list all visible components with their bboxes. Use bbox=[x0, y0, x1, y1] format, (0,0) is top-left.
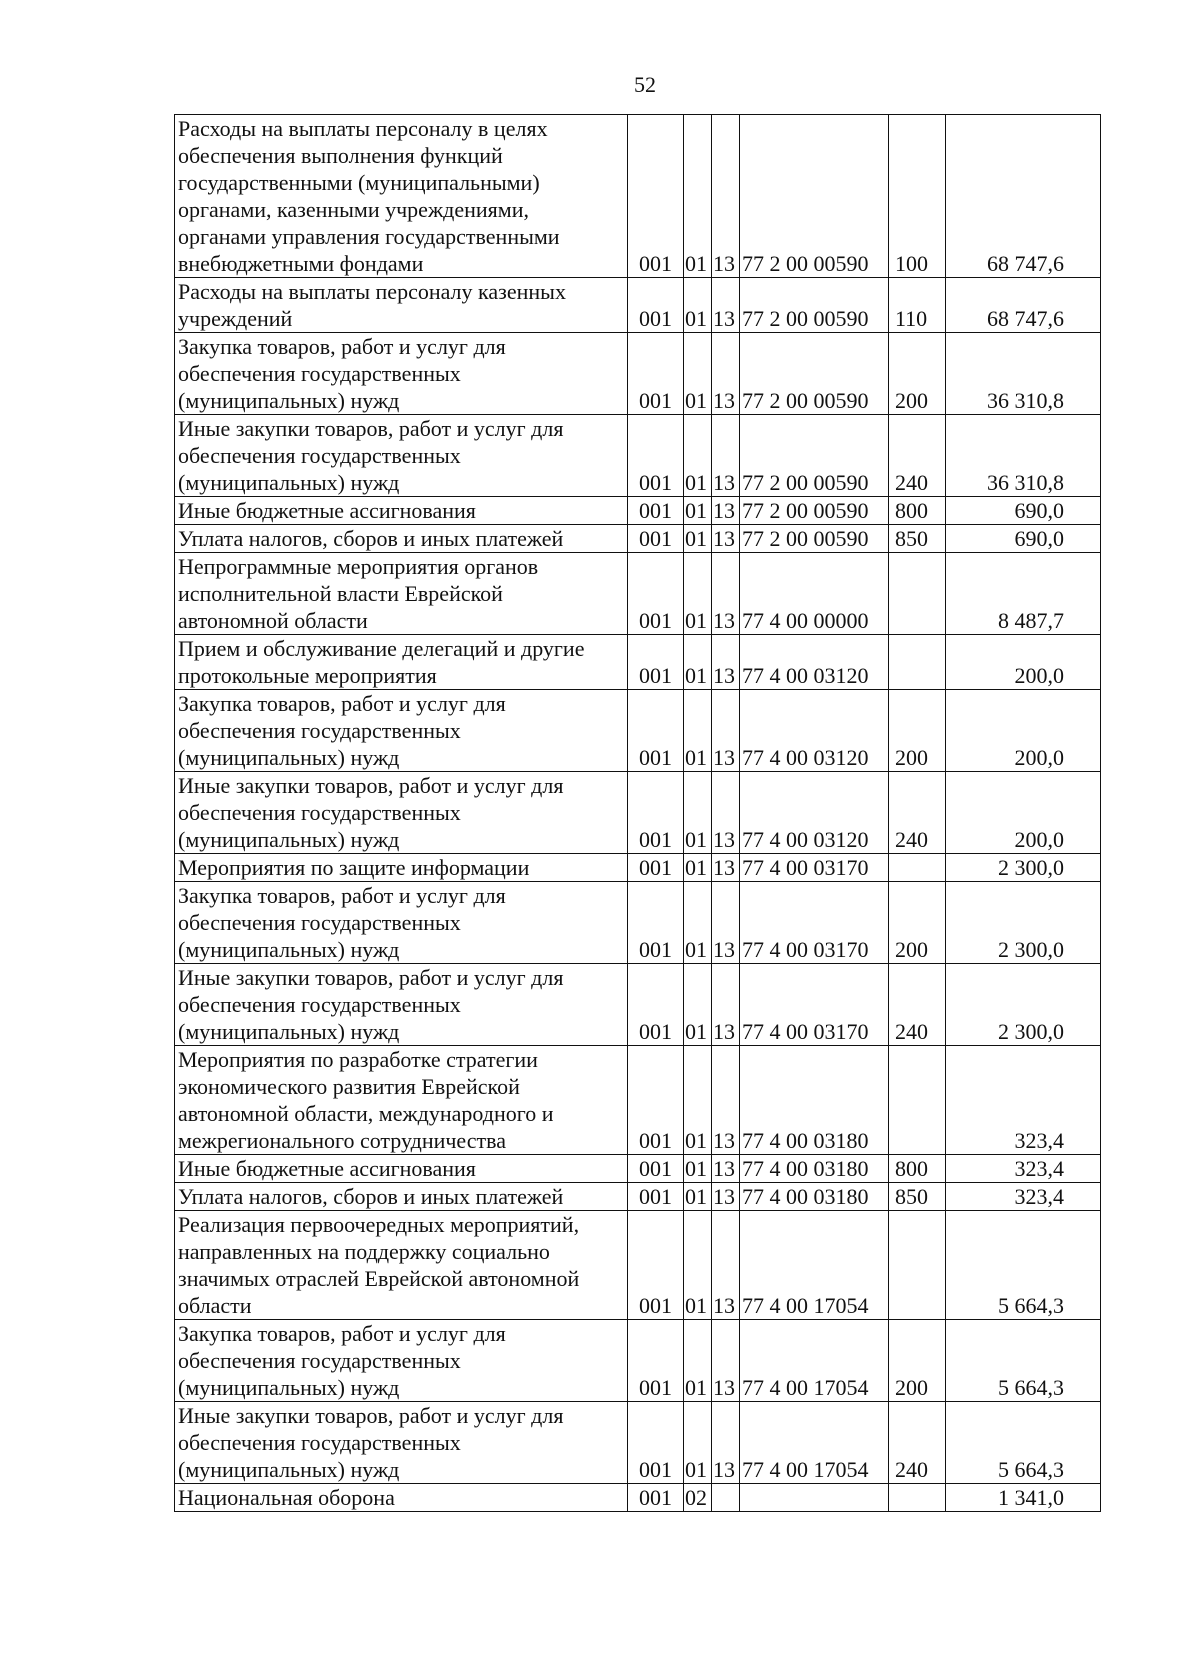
rz-code-cell: 01 bbox=[684, 1320, 712, 1402]
gr-code-cell: 001 bbox=[628, 1155, 684, 1183]
table-row bbox=[175, 690, 1101, 772]
pr-code-cell: 13 bbox=[712, 553, 740, 635]
rz-code-cell: 01 bbox=[684, 635, 712, 690]
vr-code-cell: 110 bbox=[889, 278, 946, 333]
rz-code-cell: 01 bbox=[684, 497, 712, 525]
rz-code-cell: 01 bbox=[684, 1183, 712, 1211]
gr-code-cell: 001 bbox=[628, 635, 684, 690]
pr-code-cell: 13 bbox=[712, 278, 740, 333]
pr-code-cell: 13 bbox=[712, 525, 740, 553]
pr-code-cell: 13 bbox=[712, 1211, 740, 1320]
gr-code-cell: 001 bbox=[628, 1211, 684, 1320]
vr-code-cell: 240 bbox=[889, 415, 946, 497]
table-row bbox=[175, 553, 1101, 635]
expense-name-cell: Расходы на выплаты персоналу в целях обеспечения выполнения функций государственными (муниципальными) органами, казенными учреждениями, органами управления государственными внебюджетными фондами bbox=[175, 115, 628, 278]
csr-code-cell: 77 4 00 03180 bbox=[740, 1046, 889, 1155]
expense-name-cell: Иные закупки товаров, работ и услуг для обеспечения государственных (муниципальных) нужд bbox=[175, 415, 628, 497]
expense-name-cell: Закупка товаров, работ и услуг для обеспечения государственных (муниципальных) нужд bbox=[175, 690, 628, 772]
csr-code-cell bbox=[740, 1484, 889, 1512]
amount-cell: 36 310,8 bbox=[946, 333, 1101, 415]
expense-name-cell: Уплата налогов, сборов и иных платежей bbox=[175, 1183, 628, 1211]
table-row bbox=[175, 115, 1101, 278]
amount-cell: 2 300,0 bbox=[946, 964, 1101, 1046]
csr-code-cell: 77 4 00 17054 bbox=[740, 1402, 889, 1484]
table-row bbox=[175, 1046, 1101, 1155]
pr-code-cell: 13 bbox=[712, 882, 740, 964]
amount-cell: 323,4 bbox=[946, 1046, 1101, 1155]
gr-code-cell: 001 bbox=[628, 854, 684, 882]
csr-code-cell: 77 2 00 00590 bbox=[740, 278, 889, 333]
csr-code-cell: 77 2 00 00590 bbox=[740, 415, 889, 497]
amount-cell: 323,4 bbox=[946, 1183, 1101, 1211]
table-row bbox=[175, 635, 1101, 690]
gr-code-cell: 001 bbox=[628, 1320, 684, 1402]
table-row bbox=[175, 964, 1101, 1046]
vr-code-cell bbox=[889, 1211, 946, 1320]
table-row bbox=[175, 854, 1101, 882]
gr-code-cell: 001 bbox=[628, 333, 684, 415]
expense-name-cell: Иные бюджетные ассигнования bbox=[175, 1155, 628, 1183]
gr-code-cell: 001 bbox=[628, 553, 684, 635]
vr-code-cell: 240 bbox=[889, 1402, 946, 1484]
pr-code-cell: 13 bbox=[712, 690, 740, 772]
vr-code-cell: 200 bbox=[889, 333, 946, 415]
amount-cell: 1 341,0 bbox=[946, 1484, 1101, 1512]
pr-code-cell: 13 bbox=[712, 1155, 740, 1183]
expense-name-cell: Национальная оборона bbox=[175, 1484, 628, 1512]
pr-code-cell: 13 bbox=[712, 964, 740, 1046]
vr-code-cell: 240 bbox=[889, 964, 946, 1046]
csr-code-cell: 77 4 00 03180 bbox=[740, 1155, 889, 1183]
expense-name-cell: Мероприятия по разработке стратегии экономического развития Еврейской автономной области, международного и межрегионального сотрудничества bbox=[175, 1046, 628, 1155]
pr-code-cell: 13 bbox=[712, 772, 740, 854]
expense-name-cell: Уплата налогов, сборов и иных платежей bbox=[175, 525, 628, 553]
amount-cell: 200,0 bbox=[946, 635, 1101, 690]
pr-code-cell: 13 bbox=[712, 635, 740, 690]
expense-name-cell: Прием и обслуживание делегаций и другие протокольные мероприятия bbox=[175, 635, 628, 690]
table-row bbox=[175, 278, 1101, 333]
csr-code-cell: 77 4 00 00000 bbox=[740, 553, 889, 635]
csr-code-cell: 77 4 00 03170 bbox=[740, 964, 889, 1046]
rz-code-cell: 01 bbox=[684, 1155, 712, 1183]
vr-code-cell bbox=[889, 553, 946, 635]
rz-code-cell: 01 bbox=[684, 1402, 712, 1484]
gr-code-cell: 001 bbox=[628, 964, 684, 1046]
vr-code-cell bbox=[889, 635, 946, 690]
expense-name-cell: Иные закупки товаров, работ и услуг для обеспечения государственных (муниципальных) нужд bbox=[175, 772, 628, 854]
pr-code-cell: 13 bbox=[712, 1320, 740, 1402]
csr-code-cell: 77 2 00 00590 bbox=[740, 115, 889, 278]
rz-code-cell: 01 bbox=[684, 415, 712, 497]
expense-name-cell: Иные закупки товаров, работ и услуг для обеспечения государственных (муниципальных) нужд bbox=[175, 964, 628, 1046]
table-row bbox=[175, 333, 1101, 415]
csr-code-cell: 77 4 00 17054 bbox=[740, 1211, 889, 1320]
gr-code-cell: 001 bbox=[628, 415, 684, 497]
amount-cell: 5 664,3 bbox=[946, 1402, 1101, 1484]
expense-name-cell: Иные закупки товаров, работ и услуг для обеспечения государственных (муниципальных) нужд bbox=[175, 1402, 628, 1484]
pr-code-cell: 13 bbox=[712, 1046, 740, 1155]
gr-code-cell: 001 bbox=[628, 115, 684, 278]
rz-code-cell: 01 bbox=[684, 1046, 712, 1155]
amount-cell: 690,0 bbox=[946, 525, 1101, 553]
page-number: 52 bbox=[634, 72, 656, 97]
gr-code-cell: 001 bbox=[628, 690, 684, 772]
table-row bbox=[175, 1320, 1101, 1402]
pr-code-cell: 13 bbox=[712, 115, 740, 278]
amount-cell: 2 300,0 bbox=[946, 854, 1101, 882]
gr-code-cell: 001 bbox=[628, 882, 684, 964]
rz-code-cell: 01 bbox=[684, 964, 712, 1046]
table-row bbox=[175, 525, 1101, 553]
vr-code-cell: 800 bbox=[889, 497, 946, 525]
amount-cell: 323,4 bbox=[946, 1155, 1101, 1183]
gr-code-cell: 001 bbox=[628, 1183, 684, 1211]
rz-code-cell: 01 bbox=[684, 1211, 712, 1320]
csr-code-cell: 77 2 00 00590 bbox=[740, 497, 889, 525]
amount-cell: 5 664,3 bbox=[946, 1211, 1101, 1320]
amount-cell: 68 747,6 bbox=[946, 278, 1101, 333]
expense-name-cell: Реализация первоочередных мероприятий, направленных на поддержку социально значимых отраслей Еврейской автономной области bbox=[175, 1211, 628, 1320]
gr-code-cell: 001 bbox=[628, 772, 684, 854]
expense-name-cell: Непрограммные мероприятия органов исполнительной власти Еврейской автономной области bbox=[175, 553, 628, 635]
table-row bbox=[175, 1484, 1101, 1512]
csr-code-cell: 77 4 00 03180 bbox=[740, 1183, 889, 1211]
pr-code-cell: 13 bbox=[712, 854, 740, 882]
amount-cell: 5 664,3 bbox=[946, 1320, 1101, 1402]
pr-code-cell: 13 bbox=[712, 333, 740, 415]
vr-code-cell: 200 bbox=[889, 690, 946, 772]
rz-code-cell: 01 bbox=[684, 690, 712, 772]
csr-code-cell: 77 4 00 03120 bbox=[740, 635, 889, 690]
csr-code-cell: 77 2 00 00590 bbox=[740, 525, 889, 553]
table-row bbox=[175, 415, 1101, 497]
vr-code-cell: 240 bbox=[889, 772, 946, 854]
budget-table bbox=[174, 114, 1101, 1512]
csr-code-cell: 77 4 00 03120 bbox=[740, 772, 889, 854]
gr-code-cell: 001 bbox=[628, 1402, 684, 1484]
amount-cell: 2 300,0 bbox=[946, 882, 1101, 964]
pr-code-cell: 13 bbox=[712, 1183, 740, 1211]
table-row bbox=[175, 1402, 1101, 1484]
rz-code-cell: 01 bbox=[684, 278, 712, 333]
table-body bbox=[175, 115, 1101, 1512]
expense-name-cell: Закупка товаров, работ и услуг для обеспечения государственных (муниципальных) нужд bbox=[175, 333, 628, 415]
rz-code-cell: 01 bbox=[684, 333, 712, 415]
table-row bbox=[175, 772, 1101, 854]
expense-name-cell: Закупка товаров, работ и услуг для обеспечения государственных (муниципальных) нужд bbox=[175, 882, 628, 964]
expense-name-cell: Закупка товаров, работ и услуг для обеспечения государственных (муниципальных) нужд bbox=[175, 1320, 628, 1402]
vr-code-cell: 850 bbox=[889, 1183, 946, 1211]
amount-cell: 200,0 bbox=[946, 690, 1101, 772]
rz-code-cell: 01 bbox=[684, 854, 712, 882]
csr-code-cell: 77 4 00 17054 bbox=[740, 1320, 889, 1402]
vr-code-cell bbox=[889, 1046, 946, 1155]
vr-code-cell: 200 bbox=[889, 882, 946, 964]
rz-code-cell: 01 bbox=[684, 553, 712, 635]
amount-cell: 36 310,8 bbox=[946, 415, 1101, 497]
amount-cell: 68 747,6 bbox=[946, 115, 1101, 278]
vr-code-cell: 800 bbox=[889, 1155, 946, 1183]
amount-cell: 690,0 bbox=[946, 497, 1101, 525]
table-row bbox=[175, 1183, 1101, 1211]
vr-code-cell bbox=[889, 854, 946, 882]
vr-code-cell bbox=[889, 1484, 946, 1512]
rz-code-cell: 01 bbox=[684, 882, 712, 964]
table-row bbox=[175, 497, 1101, 525]
vr-code-cell: 850 bbox=[889, 525, 946, 553]
pr-code-cell: 13 bbox=[712, 1402, 740, 1484]
expense-name-cell: Мероприятия по защите информации bbox=[175, 854, 628, 882]
rz-code-cell: 02 bbox=[684, 1484, 712, 1512]
table-row bbox=[175, 1211, 1101, 1320]
expense-name-cell: Иные бюджетные ассигнования bbox=[175, 497, 628, 525]
rz-code-cell: 01 bbox=[684, 115, 712, 278]
vr-code-cell: 200 bbox=[889, 1320, 946, 1402]
pr-code-cell: 13 bbox=[712, 497, 740, 525]
table-row bbox=[175, 882, 1101, 964]
pr-code-cell bbox=[712, 1484, 740, 1512]
expense-name-cell: Расходы на выплаты персоналу казенных учреждений bbox=[175, 278, 628, 333]
gr-code-cell: 001 bbox=[628, 497, 684, 525]
gr-code-cell: 001 bbox=[628, 1484, 684, 1512]
csr-code-cell: 77 4 00 03170 bbox=[740, 854, 889, 882]
table-row bbox=[175, 1155, 1101, 1183]
csr-code-cell: 77 4 00 03120 bbox=[740, 690, 889, 772]
amount-cell: 200,0 bbox=[946, 772, 1101, 854]
csr-code-cell: 77 2 00 00590 bbox=[740, 333, 889, 415]
csr-code-cell: 77 4 00 03170 bbox=[740, 882, 889, 964]
rz-code-cell: 01 bbox=[684, 772, 712, 854]
amount-cell: 8 487,7 bbox=[946, 553, 1101, 635]
pr-code-cell: 13 bbox=[712, 415, 740, 497]
rz-code-cell: 01 bbox=[684, 525, 712, 553]
gr-code-cell: 001 bbox=[628, 525, 684, 553]
gr-code-cell: 001 bbox=[628, 278, 684, 333]
vr-code-cell: 100 bbox=[889, 115, 946, 278]
gr-code-cell: 001 bbox=[628, 1046, 684, 1155]
